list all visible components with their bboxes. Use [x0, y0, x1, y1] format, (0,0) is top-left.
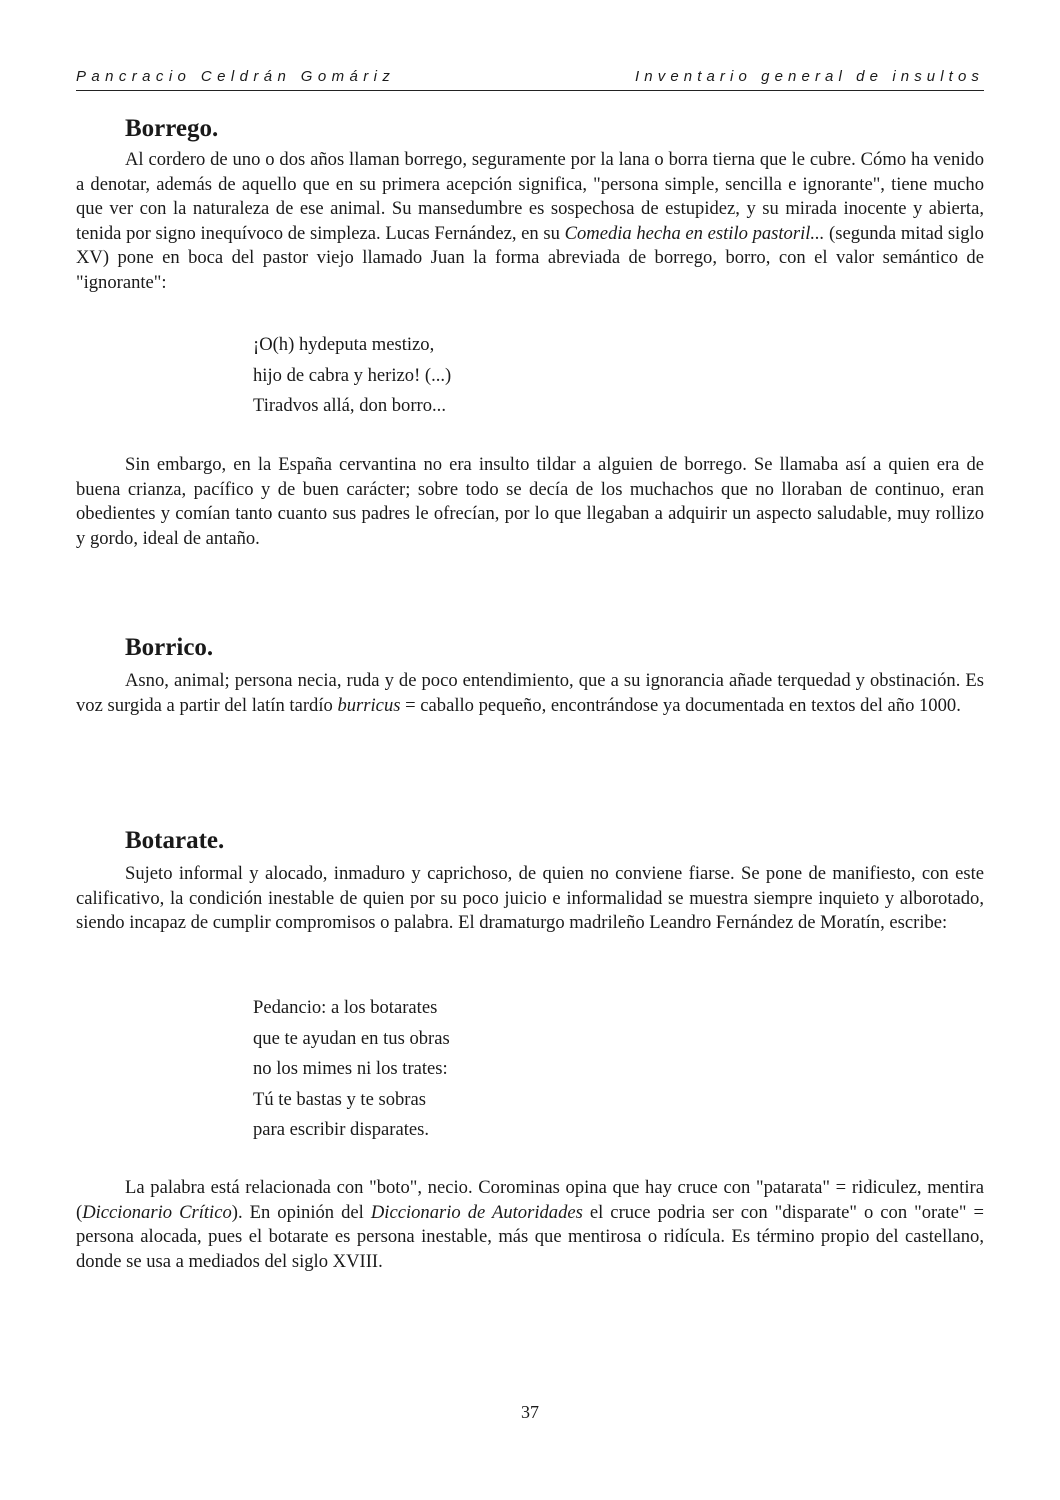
- entry-title-borrego: Borrego.: [125, 115, 219, 142]
- verse-line: hijo de cabra y herizo! (...): [253, 364, 452, 386]
- botarate-paragraph-2: La palabra está relacionada con "boto", necio. Corominas opina que hay cruce con "patarata" = ridiculez, mentira (Diccionario Crítico). En opinión del Diccionario de Autoridades el cruce podria ser con "disparate" o con "orate" = persona alocada, pues el botarate es persona inestable, más que mentirosa o ridícula. Es término propio del castellano, donde se usa a mediados del siglo XVIII.: [76, 1177, 984, 1272]
- borrego-verse: [253, 330, 451, 422]
- entry-title-borrico: Borrico.: [125, 634, 214, 661]
- verse-line: para escribir disparates.: [253, 1119, 430, 1140]
- verse-line: Tú te bastas y te sobras: [253, 1088, 426, 1110]
- page-number: 37: [521, 1402, 539, 1422]
- verse-line: que te ayudan en tus obras: [253, 1027, 450, 1049]
- verse-line: Pedancio: a los botarates: [253, 997, 438, 1018]
- botarate-verse: [253, 993, 450, 1146]
- borrego-paragraph-1: Al cordero de uno o dos años llaman borrego, seguramente por la lana o borra tierna que le cubre. Cómo ha venido a denotar, además de aquello que en su primera acepción significa, "persona simple, sencilla e ignorante", tiene mucho que ver con la naturaleza de ese animal. Su mansedumbre es sospechosa de estupidez, y su mirada inocente y abierta, tenida por signo inequívoco de simpleza. Lucas Fernández, en su Comedia hecha en estilo pastoril... (segunda mitad siglo XV) pone en boca del pastor viejo llamado Juan la forma abreviada de borrego, borro, con el valor semántico de "ignorante":: [76, 149, 984, 293]
- borrico-paragraph-1: Asno, animal; persona necia, ruda y de poco entendimiento, que a su ignorancia añade terquedad y obstinación. Es voz surgida a partir del latín tardío burricus = caballo pequeño, encontrándose ya documentada en textos del año 1000.: [76, 670, 984, 716]
- verse-line: Tiradvos allá, don borro...: [253, 395, 446, 416]
- verse-line: no los mimes ni los trates:: [253, 1058, 448, 1079]
- entry-title-botarate: Botarate.: [125, 827, 225, 854]
- running-header: [76, 68, 984, 91]
- header-author: Pancracio Celdrán Gomáriz: [76, 68, 396, 85]
- borrego-paragraph-2: Sin embargo, en la España cervantina no era insulto tildar a alguien de borrego. Se llamaba así a quien era de buena crianza, pacífico y de buen carácter; sobre todo se decía de los muchachos que no lloraban de continuo, eran obedientes y comían tanto cuanto sus padres le ofrecían, por lo que llegaban a adquirir un aspecto saludable, muy rollizo y gordo, ideal de antaño.: [76, 454, 984, 549]
- botarate-paragraph-1: Sujeto informal y alocado, inmaduro y caprichoso, de quien no conviene fiarse. Se pone de manifiesto, con este calificativo, la condición inestable de quien por su poco juicio e informalidad se muestra siempre inquieto y alborotado, siendo incapaz de cumplir compromisos o palabra. El dramaturgo madrileño Leandro Fernández de Moratín, escribe:: [76, 863, 984, 933]
- header-book-title: Inventario general de insultos: [635, 68, 984, 85]
- verse-line: ¡O(h) hydeputa mestizo,: [253, 334, 435, 355]
